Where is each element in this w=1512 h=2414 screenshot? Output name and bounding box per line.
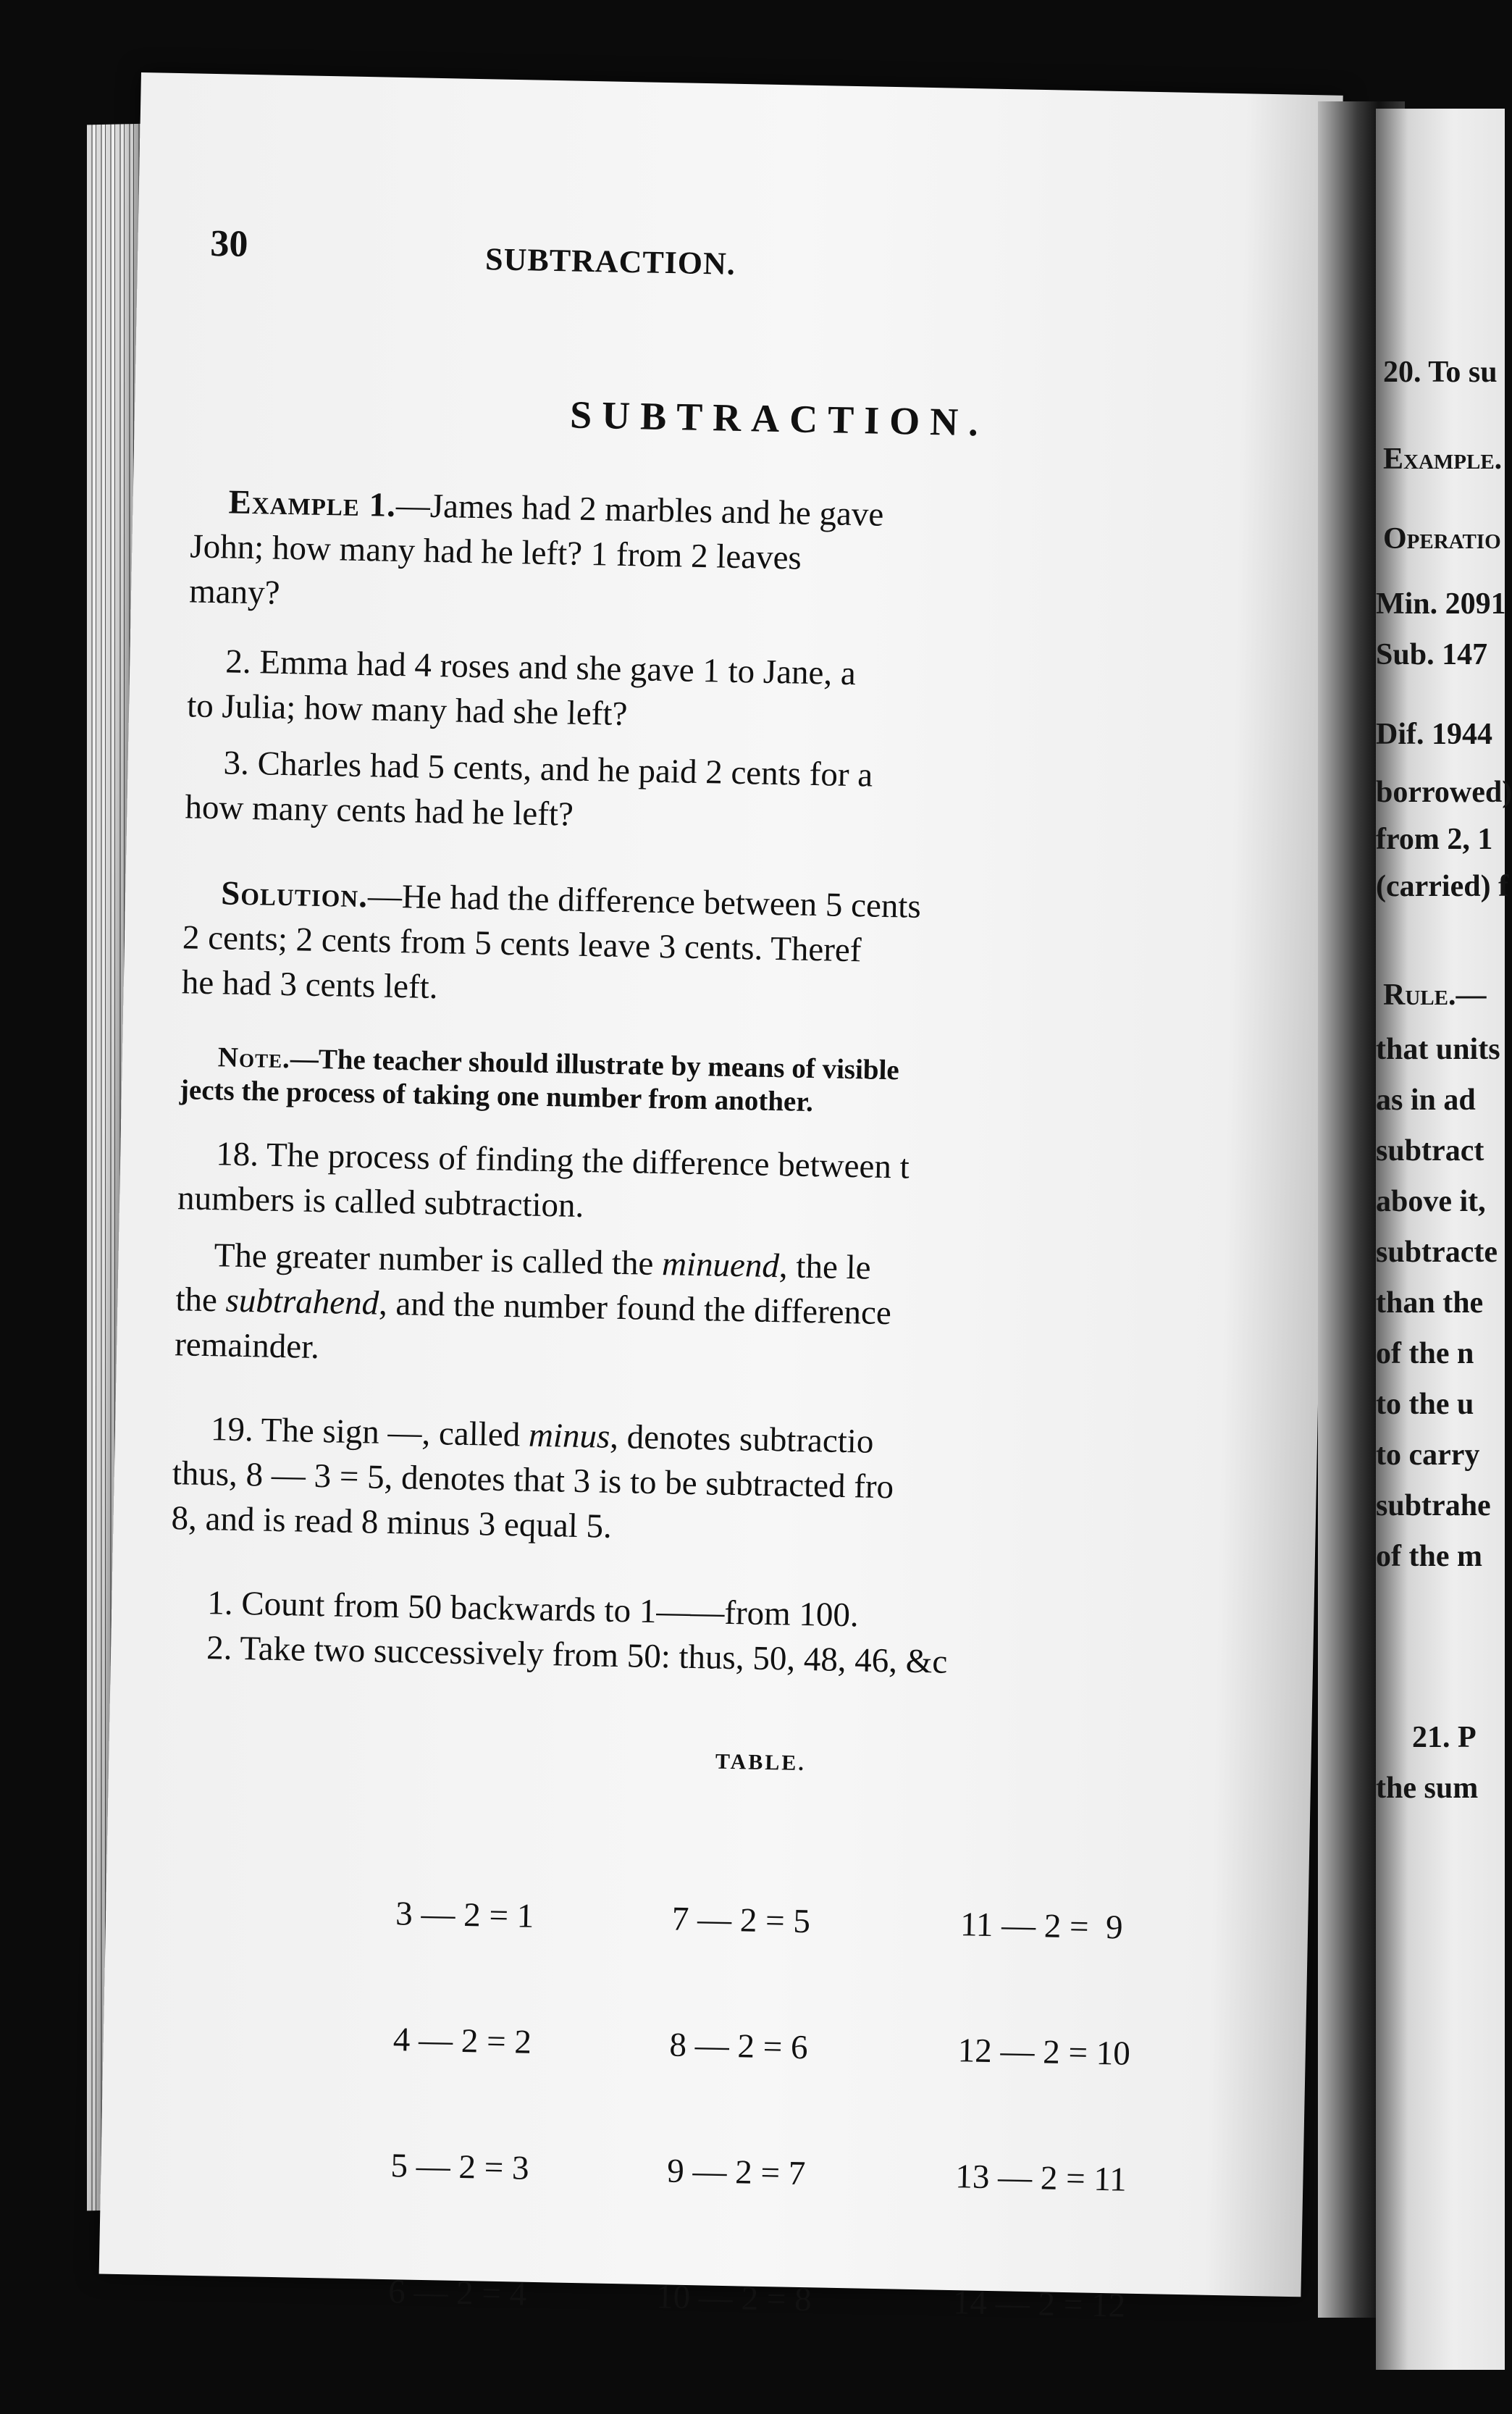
next-page-line: to carry bbox=[1376, 1438, 1480, 1472]
table-row: 9 — 2 = 7 bbox=[658, 2152, 806, 2193]
terms-line-3: remainder. bbox=[174, 1325, 320, 1367]
exercises bbox=[169, 1580, 1300, 1691]
example-3-line-2: how many cents had he left? bbox=[185, 788, 574, 834]
running-title: SUBTRACTION. bbox=[484, 241, 736, 282]
exercise-2: 2. Take two successively from 50: thus, 50, 48, 46, &c bbox=[206, 1629, 948, 1681]
next-page-line: above it, bbox=[1376, 1185, 1486, 1218]
solution bbox=[181, 870, 1313, 1026]
solution-line-2: 2 cents; 2 cents from 5 cents leave 3 cents. Theref bbox=[182, 918, 862, 970]
solution-label: Solution. bbox=[220, 874, 369, 915]
teacher-note bbox=[180, 1040, 1310, 1128]
article-19-text-b: , denotes subtractio bbox=[609, 1417, 874, 1461]
table-column-3 bbox=[951, 1819, 1135, 2410]
next-page-line: Example. bbox=[1383, 443, 1503, 476]
next-page-line: 20. To su bbox=[1383, 356, 1498, 389]
next-page-line: subtract bbox=[1376, 1134, 1484, 1168]
table-row: 13 — 2 = 11 bbox=[954, 2158, 1127, 2199]
term-subtrahend: subtrahend bbox=[225, 1281, 379, 1323]
solution-line-3: he had 3 cents left. bbox=[181, 963, 438, 1007]
article-18-line-2: numbers is called subtraction. bbox=[177, 1179, 584, 1225]
example-2 bbox=[187, 638, 1318, 750]
example-2-line-1: 2. Emma had 4 roses and she gave 1 to Jane, a bbox=[224, 642, 857, 693]
terms-text-c: the bbox=[175, 1281, 227, 1320]
next-page-line: of the n bbox=[1376, 1337, 1474, 1370]
example-2-line-2: to Julia; how many had she left? bbox=[186, 687, 628, 734]
table-row: 5 — 2 = 3 bbox=[390, 2147, 530, 2187]
next-page-line: of the m bbox=[1376, 1540, 1482, 1573]
running-header bbox=[210, 222, 1297, 294]
example-1-label: Example 1. bbox=[228, 483, 397, 524]
next-page-line: 21. P bbox=[1412, 1721, 1477, 1754]
next-page-line: the sum bbox=[1376, 1772, 1479, 1805]
term-minuend: minuend bbox=[661, 1245, 780, 1286]
table-row: 8 — 2 = 6 bbox=[660, 2026, 809, 2067]
table-row: 11 — 2 = 9 bbox=[959, 1906, 1124, 1947]
next-page-line: that units bbox=[1376, 1033, 1500, 1066]
next-page-line: Dif. 1944 bbox=[1376, 718, 1492, 751]
example-1-line-3: many? bbox=[188, 572, 281, 612]
section-title: SUBTRACTION. bbox=[569, 393, 989, 445]
note-label: Note. bbox=[217, 1042, 291, 1075]
example-1-line-1: —James had 2 marbles and he gave bbox=[395, 486, 884, 534]
terms-text-a: The greater number is called the bbox=[214, 1236, 663, 1283]
next-page-line: borrowed) bbox=[1376, 776, 1512, 809]
table-row: 6 — 2 = 4 bbox=[387, 2273, 527, 2313]
article-18 bbox=[177, 1131, 1309, 1242]
next-page-line: than the bbox=[1376, 1286, 1484, 1320]
note-line-2: jects the process of taking one number from another. bbox=[179, 1074, 814, 1118]
example-3 bbox=[185, 739, 1316, 851]
table-row: 12 — 2 = 10 bbox=[957, 2032, 1131, 2073]
article-19-line-3: 8, and is read 8 minus 3 equal 5. bbox=[171, 1499, 613, 1546]
article-18-line-1: 18. The process of finding the difference between t bbox=[215, 1135, 910, 1186]
next-page-line: Rule.— bbox=[1383, 978, 1487, 1012]
next-page-line: Operatio bbox=[1383, 522, 1501, 556]
article-19-line-2: thus, 8 — 3 = 5, denotes that 3 is to be subtracted fro bbox=[172, 1454, 894, 1506]
next-page-line: from 2, 1 bbox=[1376, 823, 1493, 856]
article-19 bbox=[171, 1406, 1303, 1562]
example-1 bbox=[189, 479, 1321, 635]
next-page-line: as in ad bbox=[1376, 1084, 1476, 1117]
next-page-line: (carried) f bbox=[1376, 870, 1509, 903]
terms-text-d: , and the number found the difference bbox=[378, 1284, 892, 1333]
page-number: 30 bbox=[209, 222, 249, 265]
terms-text-b: , the le bbox=[778, 1247, 872, 1287]
table-column-1 bbox=[386, 1809, 536, 2400]
table-title: TABLE. bbox=[715, 1749, 807, 1776]
example-1-line-2: John; how many had he left? 1 from 2 leaves bbox=[189, 527, 802, 577]
next-page-line: Min. 2091 bbox=[1376, 587, 1506, 621]
article-19-text-a: 19. The sign —, called bbox=[210, 1410, 529, 1454]
table-row: 4 — 2 = 2 bbox=[392, 2021, 532, 2061]
example-3-line-1: 3. Charles had 5 cents, and he paid 2 cents for a bbox=[223, 744, 873, 795]
book-page-right-fragment bbox=[1376, 109, 1512, 2370]
term-minus: minus bbox=[528, 1416, 610, 1456]
table-row: 3 — 2 = 1 bbox=[395, 1895, 534, 1935]
table-row: 7 — 2 = 5 bbox=[663, 1900, 811, 1941]
table-row: 14 — 2 = 12 bbox=[952, 2284, 1126, 2325]
next-page-line: subtracte bbox=[1376, 1236, 1498, 1269]
note-line-1: —The teacher should illustrate by means of visible bbox=[290, 1043, 900, 1086]
next-page-line: Sub. 147 bbox=[1376, 638, 1488, 671]
exercise-1: 1. Count from 50 backwards to 1——from 100. bbox=[206, 1584, 860, 1635]
article-18-terms bbox=[175, 1232, 1306, 1388]
table-column-2 bbox=[654, 1814, 820, 2405]
table-row: 10 — 2 = 8 bbox=[655, 2278, 812, 2319]
solution-line-1: —He had the difference between 5 cents bbox=[367, 877, 922, 926]
next-page-line: to the u bbox=[1376, 1388, 1474, 1421]
book-page-left bbox=[99, 72, 1343, 2325]
next-page-line: subtrahe bbox=[1376, 1489, 1491, 1522]
